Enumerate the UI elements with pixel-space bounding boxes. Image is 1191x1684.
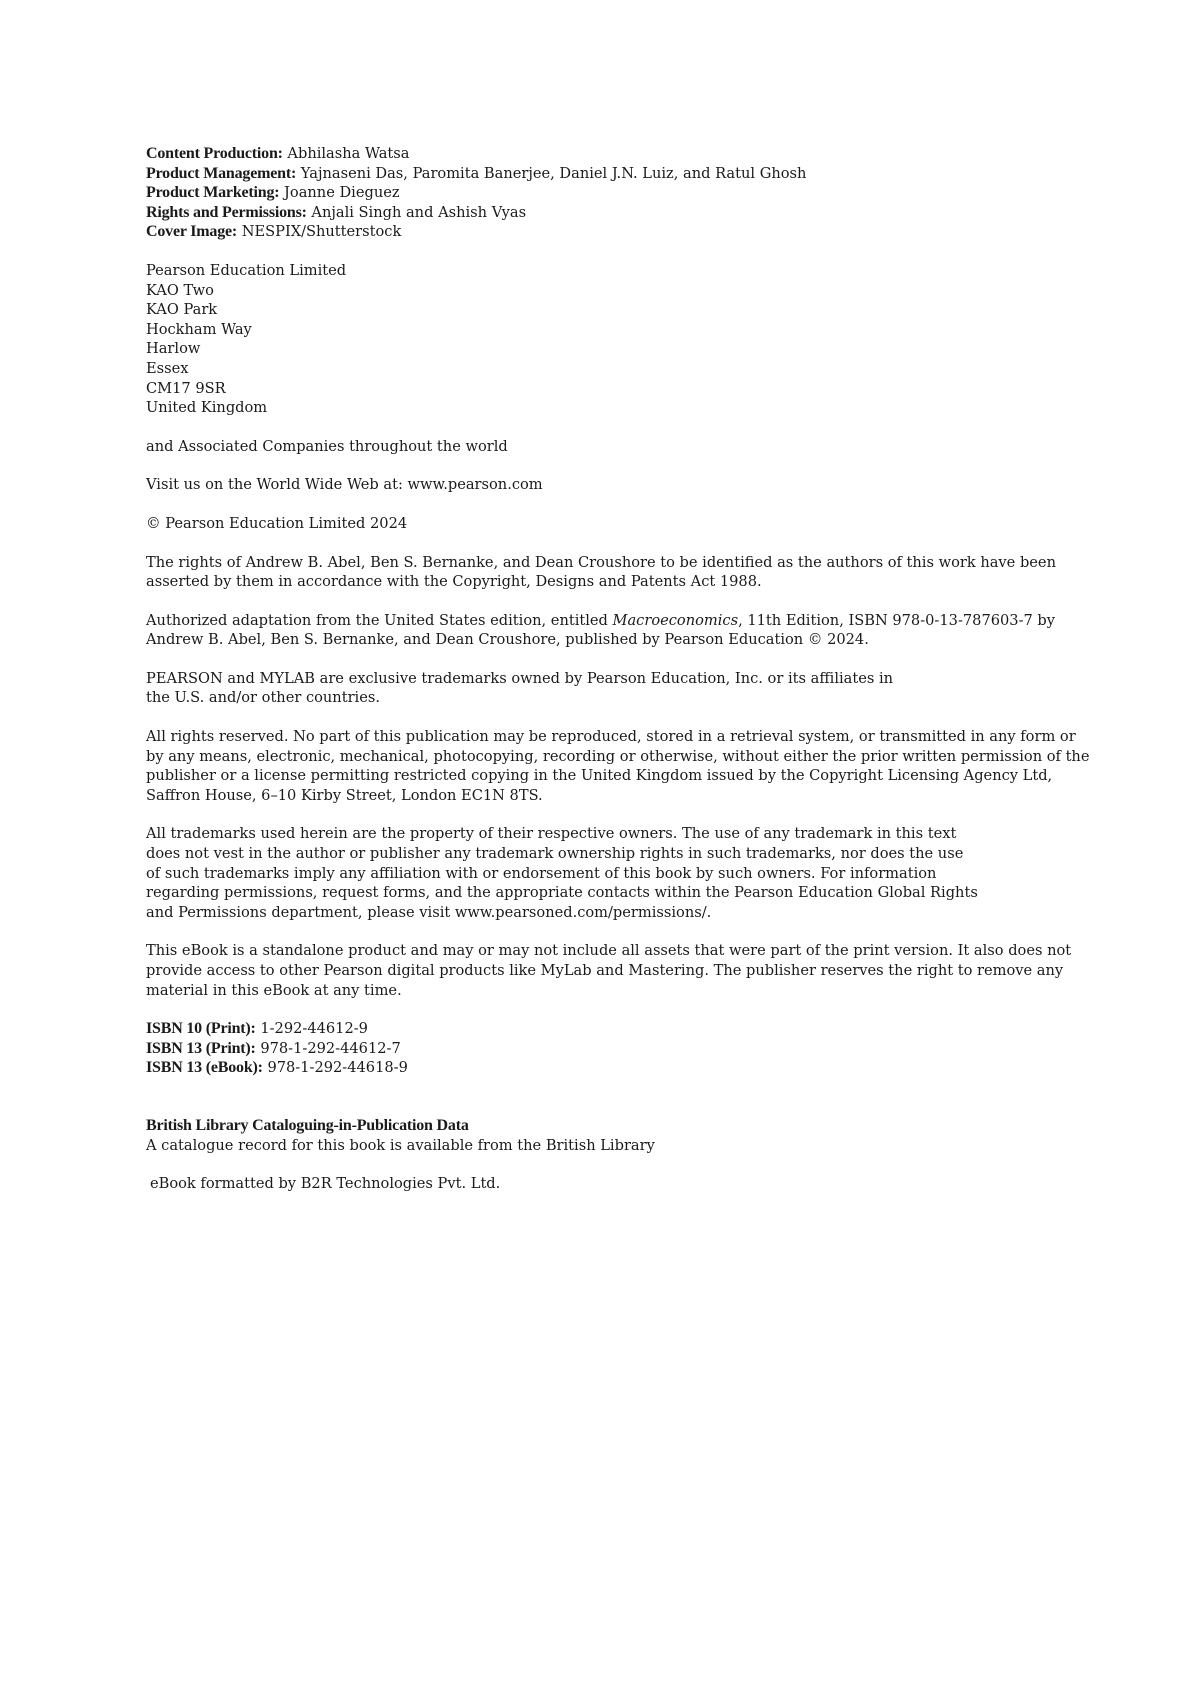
address-line: KAO Two [146,281,214,299]
isbn-label: ISBN 13 (eBook): [146,1059,263,1077]
cip-text: A catalogue record for this book is available from the British Library [146,1136,655,1154]
adaptation-text: Authorized adaptation from the United States edition, entitled [146,611,613,629]
paragraph-line: All rights reserved. No part of this publication may be reproduced, stored in a retrieval system, or transmitted in any form or [146,728,1076,746]
paragraph-line: material in this eBook at any time. [146,981,402,999]
credit-label: Rights and Permissions: [146,203,307,221]
isbn-value: 978-1-292-44618-9 [262,1059,408,1077]
publisher-address [146,261,1086,418]
paragraph-line: This eBook is a standalone product and may or may not include all assets that were part of the print version. It also does not [146,942,1072,960]
paragraph-line: The rights of Andrew B. Abel, Ben S. Bernanke, and Dean Croushore to be identified as the authors of this work have been [146,553,1056,571]
paragraph-line: and Permissions department, please visit www.pearsoned.com/permissions/. [146,903,712,921]
paragraph-line: Saffron House, 6–10 Kirby Street, London EC1N 8TS. [146,786,543,804]
paragraph-line: by any means, electronic, mechanical, photocopying, recording or otherwise, without either the prior written permission of the [146,747,1090,765]
credit-value: Joanne Dieguez [279,184,400,202]
visit-website: Visit us on the World Wide Web at: www.pearson.com [146,476,543,494]
paragraph-line: of such trademarks imply any affiliation with or endorsement of this book by such owners. For information [146,864,937,882]
paragraph-line: regarding permissions, request forms, and the appropriate contacts within the Pearson Education Global Rights [146,884,978,902]
paragraph-line: does not vest in the author or publisher any trademark ownership rights in such trademarks, nor does the use [146,845,964,863]
credit-cover-image [146,222,1086,242]
paragraph-line: provide access to other Pearson digital products like MyLab and Mastering. The publisher reserves the right to remove any [146,962,1064,979]
paragraph-line: Andrew B. Abel, Ben S. Bernanke, and Dean Croushore, published by Pearson Education © 2024. [146,631,869,649]
credit-product-management [146,164,1086,184]
cip-heading: British Library Cataloguing-in-Publication Data [146,1116,469,1134]
moral-rights-paragraph [146,553,1086,592]
paragraph-line [146,611,1086,631]
isbn-block [146,1019,1086,1078]
address-line: CM17 9SR [146,379,226,397]
credit-value: Abhilasha Watsa [282,145,410,162]
credit-label: Cover Image: [146,223,238,241]
book-title: Macroeconomics [612,611,739,629]
address-line: KAO Park [146,301,218,319]
paragraph-line: the U.S. and/or other countries. [146,689,380,707]
paragraph-line: publisher or a license permitting restricted copying in the United Kingdom issued by the Copyright Licensing Agency Ltd, [146,767,1053,785]
isbn-13-print [146,1039,1086,1059]
address-line: Essex [146,359,189,377]
paragraph-line: All trademarks used herein are the property of their respective owners. The use of any trademark in this text [146,825,957,843]
all-rights-reserved-paragraph [146,727,1090,805]
credits-block [146,144,1086,242]
adaptation-text: , 11th Edition, ISBN 978-0-13-787603-7 by [738,611,1056,629]
paragraph-line: asserted by them in accordance with the Copyright, Designs and Patents Act 1988. [146,573,762,591]
address-line: United Kingdom [146,399,268,417]
isbn-10-print [146,1019,1086,1039]
copyright-page [146,144,1090,1194]
cip-block [146,1116,1086,1155]
address-line: Pearson Education Limited [146,261,347,279]
credit-label: Product Marketing: [146,184,280,202]
paragraph-line: PEARSON and MYLAB are exclusive trademarks owned by Pearson Education, Inc. or its affiliates in [146,669,894,687]
associated-companies: and Associated Companies throughout the world [146,437,508,455]
address-line: Harlow [146,340,201,358]
trademarks-paragraph [146,824,1086,922]
isbn-13-ebook [146,1058,1086,1078]
address-line: Hockham Way [146,320,252,338]
isbn-value: 978-1-292-44612-7 [255,1039,401,1057]
isbn-label: ISBN 13 (Print): [146,1039,256,1057]
credit-value: Anjali Singh and Ashish Vyas [306,203,527,221]
isbn-label: ISBN 10 (Print): [146,1020,256,1038]
formatted-by: eBook formatted by B2R Technologies Pvt. Ltd. [150,1175,501,1193]
credit-value: Yajnaseni Das, Paromita Banerjee, Daniel J.N. Luiz, and Ratul Ghosh [296,164,807,182]
credit-value: NESPIX/Shutterstock [237,223,402,241]
credit-label: Product Management: [146,164,297,182]
credit-rights-permissions [146,203,1086,223]
ebook-paragraph [146,941,1086,1000]
adaptation-paragraph [146,611,1086,650]
credit-label: Content Production: [146,145,283,162]
credit-product-marketing [146,183,1086,203]
credit-content-production [146,144,1086,164]
isbn-value: 1-292-44612-9 [255,1020,368,1038]
pearson-trademark-paragraph [146,669,1086,708]
copyright-notice: © Pearson Education Limited 2024 [146,514,408,532]
